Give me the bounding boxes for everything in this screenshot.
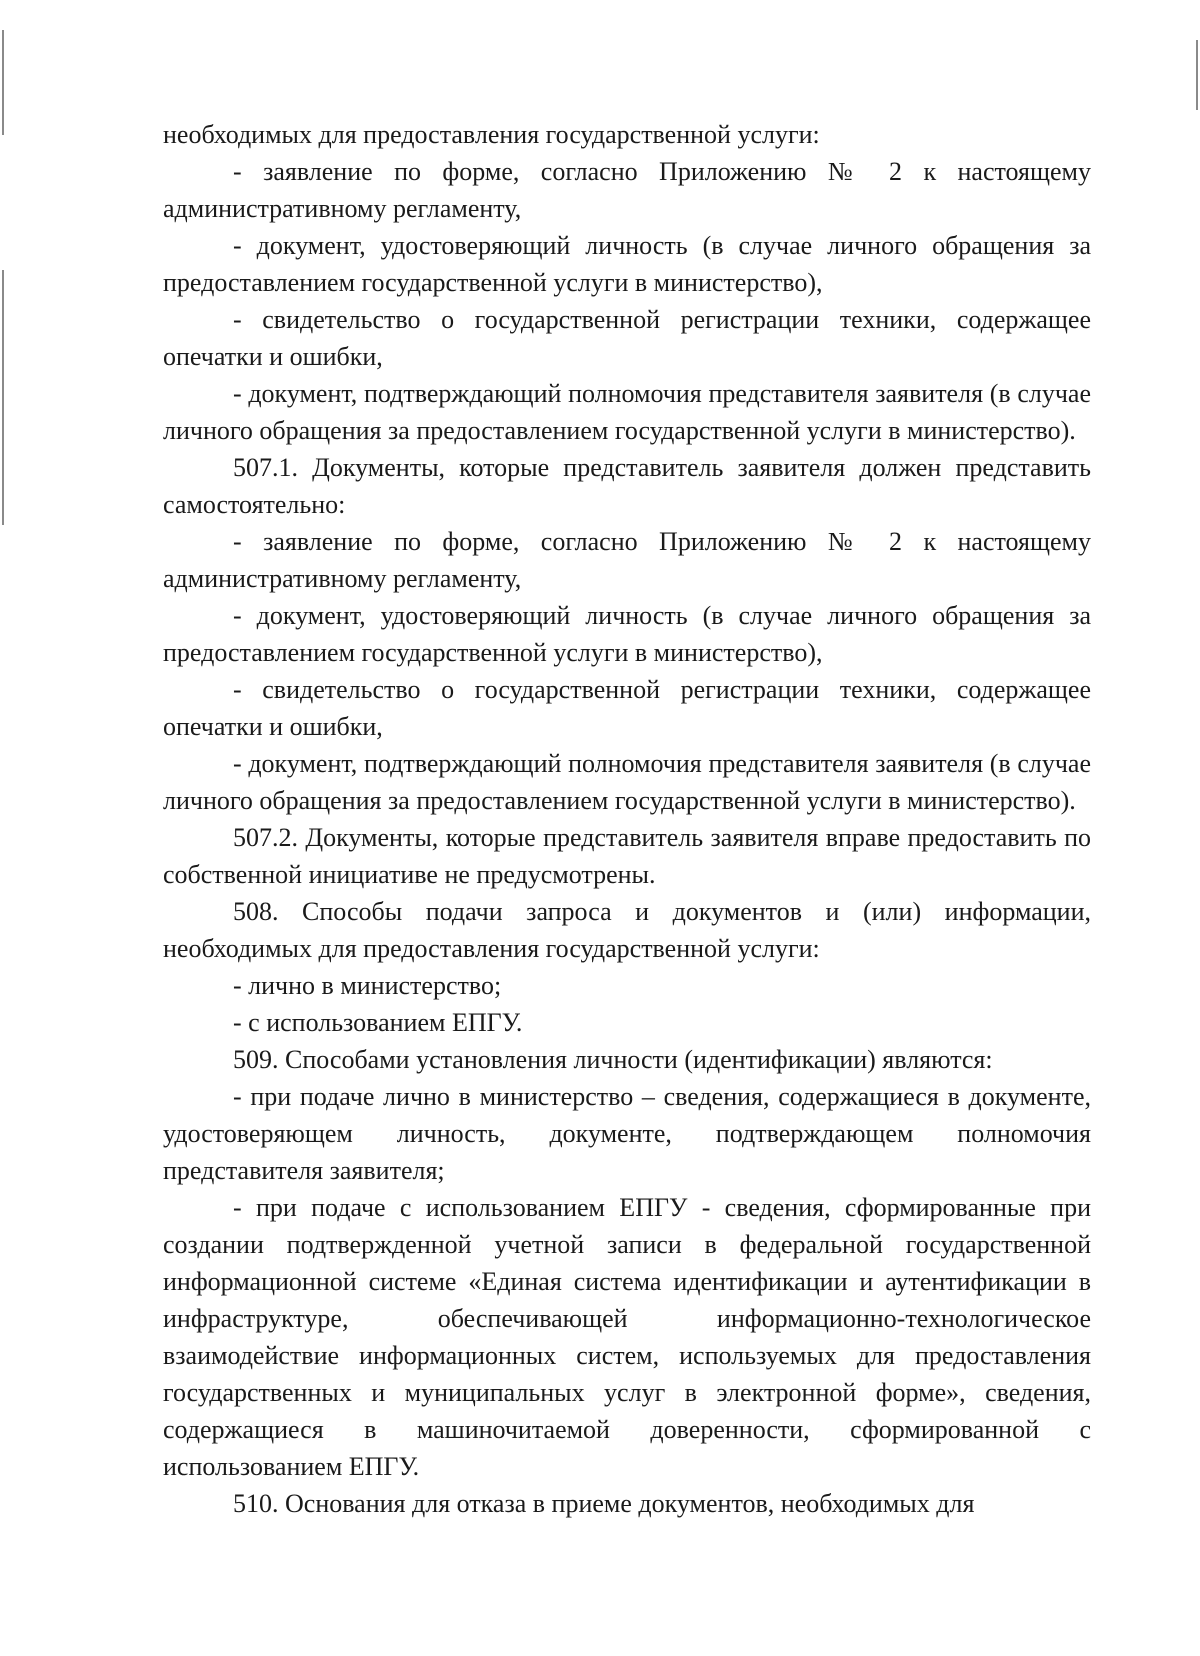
scan-edge-mark-right <box>1196 40 1198 110</box>
paragraph: - документ, удостоверяющий личность (в случае личного обращения за предоставлением государственной услуги в министерство), <box>163 231 1091 297</box>
paragraph: - документ, подтверждающий полномочия представителя заявителя (в случае личного обращения за предоставлением государственной услуги в министерство). <box>163 749 1091 815</box>
scan-edge-mark-left <box>2 30 4 135</box>
paragraph: - с использованием ЕПГУ. <box>233 1008 523 1037</box>
paragraph: - заявление по форме, согласно Приложению № 2 к настоящему административному регламенту, <box>163 527 1091 593</box>
paragraph: 509. Способами установления личности (идентификации) являются: <box>233 1045 993 1074</box>
paragraph: - лично в министерство; <box>233 971 502 1000</box>
paragraph: - документ, удостоверяющий личность (в случае личного обращения за предоставлением государственной услуги в министерство), <box>163 601 1091 667</box>
document-body <box>163 116 1091 1522</box>
paragraph: - документ, подтверждающий полномочия представителя заявителя (в случае личного обращения за предоставлением государственной услуги в министерство). <box>163 379 1091 445</box>
paragraph: необходимых для предоставления государственной услуги: <box>163 120 820 149</box>
scan-edge-mark-left <box>2 270 4 525</box>
paragraph: 507.2. Документы, которые представитель заявителя вправе предоставить по собственной инициативе не предусмотрены. <box>163 823 1091 889</box>
paragraph: - свидетельство о государственной регистрации техники, содержащее опечатки и ошибки, <box>163 305 1091 371</box>
paragraph: 508. Способы подачи запроса и документов и (или) информации, необходимых для предоставления государственной услуги: <box>163 897 1091 963</box>
paragraph: 510. Основания для отказа в приеме документов, необходимых для <box>233 1489 975 1518</box>
paragraph: - заявление по форме, согласно Приложению № 2 к настоящему административному регламенту, <box>163 157 1091 223</box>
paragraph: - свидетельство о государственной регистрации техники, содержащее опечатки и ошибки, <box>163 675 1091 741</box>
paragraph: - при подаче лично в министерство – сведения, содержащиеся в документе, удостоверяющем личность, документе, подтверждающем полномочия представителя заявителя; <box>163 1082 1091 1185</box>
paragraph: 507.1. Документы, которые представитель заявителя должен представить самостоятельно: <box>163 453 1091 519</box>
paragraph: - при подаче с использованием ЕПГУ - сведения, сформированные при создании подтвержденной учетной записи в федеральной государственной информационной системе «Единая система идентификации и аутентификации в инфраструктуре, обеспечивающей информационно-технологическое взаимодействие информационных систем, используемых для предоставления государственных и муниципальных услуг в электронной форме», сведения, содержащиеся в машиночитаемой доверенности, сформированной с использованием ЕПГУ. <box>163 1193 1091 1481</box>
